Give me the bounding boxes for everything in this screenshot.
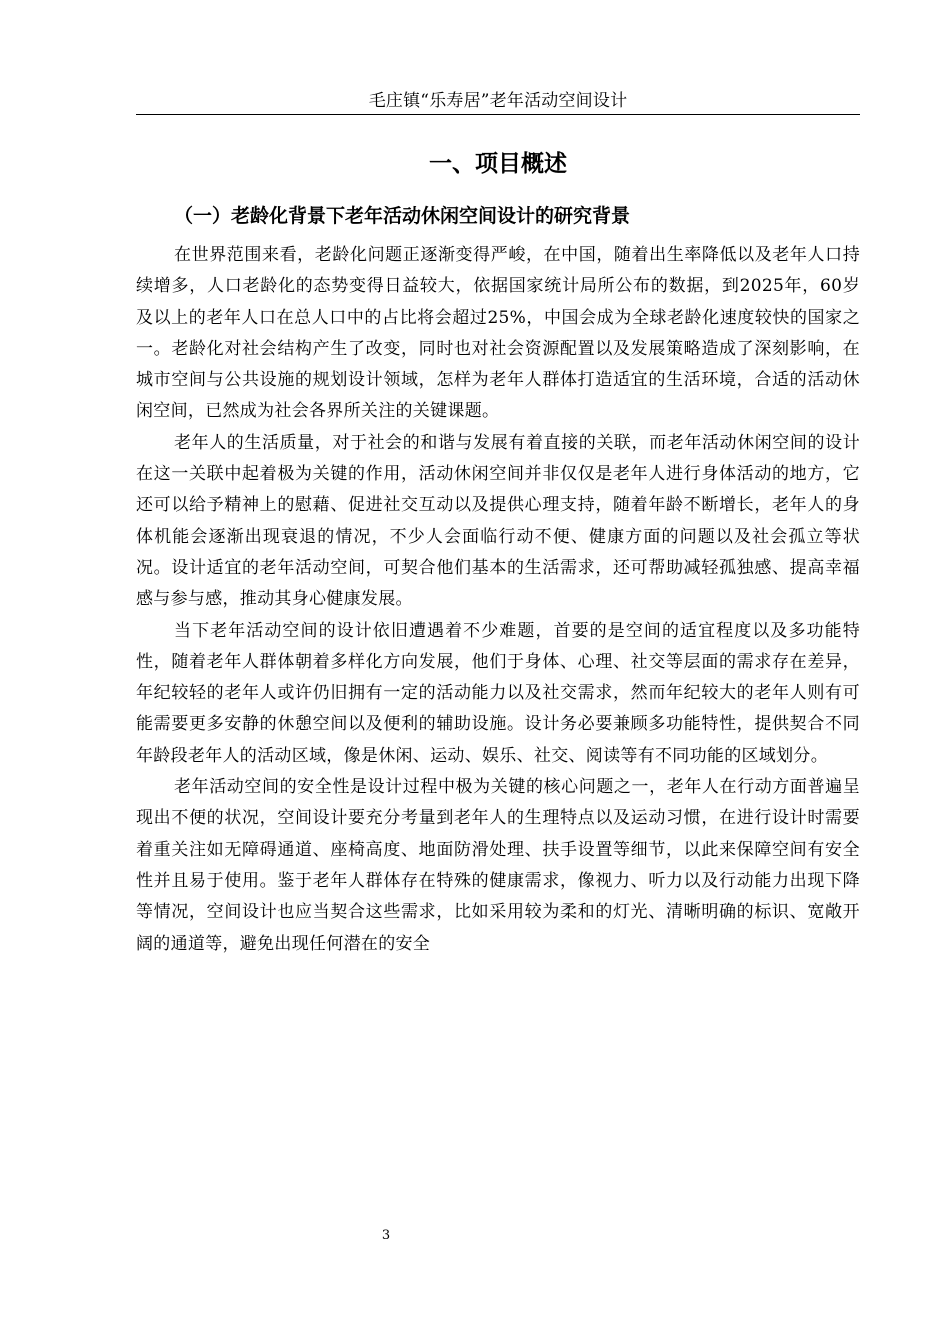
subsection-title: （一）老龄化背景下老年活动休闲空间设计的研究背景 [174, 205, 631, 227]
page-number: 3 [381, 1228, 391, 1243]
running-header: 毛庄镇“乐寿居”老年活动空间设计 [136, 90, 860, 115]
paragraph-2: 老年人的生活质量，对于社会的和谐与发展有着直接的关联，而老年活动休闲空间的设计在这一关联中起着极为关键的作用，活动休闲空间并非仅仅是老年人进行身体活动的地方，它还可以给予精神上的慰藉、促进社交互动以及提供心理支持，随着年龄不断增长，老年人的身体机能会逐渐出现衰退的情况，不少人会面临行动不便、健康方面的问题以及社会孤立等状况。设计适宜的老年活动空间，可契合他们基本的生活需求，还可帮助减轻孤独感、提高幸福感与参与感，推动其身心健康发展。 [136, 432, 860, 610]
body-text [136, 240, 860, 960]
paragraph-3: 当下老年活动空间的设计依旧遭遇着不少难题，首要的是空间的适宜程度以及多功能特性，随着老年人群体朝着多样化方向发展，他们于身体、心理、社交等层面的需求存在差异，年纪较轻的老年人或许仍旧拥有一定的活动能力以及社交需求，然而年纪较大的老年人则有可能需要更多安静的休憩空间以及便利的辅助设施。设计务必要兼顾多功能特性，提供契合不同年龄段老年人的活动区域，像是休闲、运动、娱乐、社交、阅读等有不同功能的区域划分。 [136, 620, 860, 766]
paragraph-4: 老年活动空间的安全性是设计过程中极为关键的核心问题之一，老年人在行动方面普遍呈现出不便的状况，空间设计要充分考量到老年人的生理特点以及运动习惯，在进行设计时需要着重关注如无障碍通道、座椅高度、地面防滑处理、扶手设置等细节，以此来保障空间有安全性并且易于使用。鉴于老年人群体存在特殊的健康需求，像视力、听力以及行动能力出现下降等情况，空间设计也应当契合这些需求，比如采用较为柔和的灯光、清晰明确的标识、宽敞开阔的通道等，避免出现任何潜在的安全 [136, 777, 860, 954]
paragraph-1: 在世界范围来看，老龄化问题正逐渐变得严峻，在中国，随着出生率降低以及老年人口持续增多，人口老龄化的态势变得日益较大，依据国家统计局所公布的数据，到2025年，60岁及以上的老年人口在总人口中的占比将会超过25%，中国会成为全球老龄化速度较快的国家之一。老龄化对社会结构产生了改变，同时也对社会资源配置以及发展策略造成了深刻影响，在城市空间与公共设施的规划设计领域，怎样为老年人群体打造适宜的生活环境，合适的活动休闲空间，已然成为社会各界所关注的关键课题。 [136, 245, 860, 422]
section-title: 一、项目概述 [429, 151, 567, 177]
